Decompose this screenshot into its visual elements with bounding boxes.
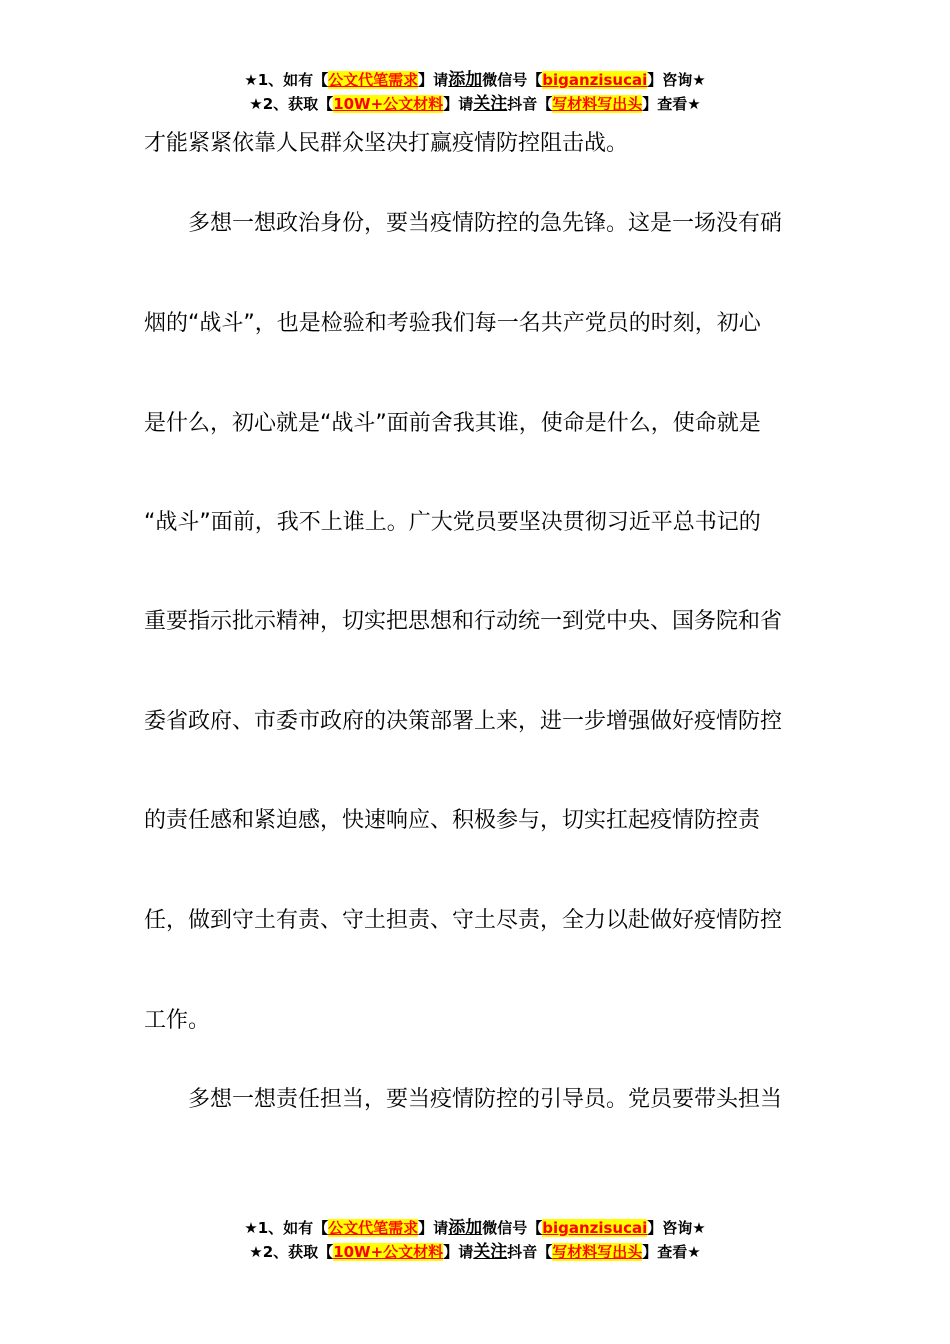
header-line-2 — [0, 92, 950, 116]
footer-line-2-text: 】请 — [443, 1243, 474, 1261]
footer-line-1 — [0, 1216, 950, 1240]
footer-line-1-text: 】请 — [418, 1219, 449, 1237]
body-line-1: 才能紧紧依靠人民群众坚决打赢疫情防控阻击战。 — [144, 131, 629, 156]
footer-line-2-text-2: 抖音【 — [507, 1243, 553, 1261]
footer-line-2-prefix: ★2、获取【 — [249, 1243, 334, 1261]
body-line-4: 是什么，初心就是“战斗”面前舍我其谁，使命是什么，使命就是 — [144, 411, 761, 436]
header-line-1-emphasis: 添加 — [448, 70, 483, 90]
body-line-6: 重要指示批示精神，切实把思想和行动统一到党中央、国务院和省 — [144, 609, 783, 634]
header-line-2-highlight-materials: 10W+公文材料 — [333, 95, 444, 113]
body-line-3: 烟的“战斗”，也是检验和考验我们每一名共产党员的时刻，初心 — [144, 311, 761, 336]
header-banner — [0, 68, 950, 116]
body-line-8: 的责任感和紧迫感，快速响应、积极参与，切实扛起疫情防控责 — [144, 808, 761, 833]
header-line-1-suffix: 】咨询★ — [647, 71, 706, 89]
footer-line-1-prefix: ★1、如有【 — [244, 1219, 329, 1237]
footer-line-2-emphasis: 关注 — [473, 1242, 508, 1262]
footer-line-2-suffix: 】查看★ — [642, 1243, 701, 1261]
header-line-2-prefix: ★2、获取【 — [249, 95, 334, 113]
header-line-2-douyin-account: 写材料写出头 — [552, 95, 643, 113]
footer-line-1-highlight-service: 公文代笔需求 — [328, 1219, 419, 1237]
header-line-1-wechat-id: biganzisucai — [542, 71, 648, 89]
header-line-1-prefix: ★1、如有【 — [244, 71, 329, 89]
body-line-7: 委省政府、市委市政府的决策部署上来，进一步增强做好疫情防控 — [144, 709, 783, 734]
header-line-2-suffix: 】查看★ — [642, 95, 701, 113]
header-line-2-text-2: 抖音【 — [507, 95, 553, 113]
footer-line-2 — [0, 1240, 950, 1264]
header-line-1-text-2: 微信号【 — [482, 71, 543, 89]
footer-line-1-emphasis: 添加 — [448, 1218, 483, 1238]
body-line-2: 多想一想政治身份，要当疫情防控的急先锋。这是一场没有硝 — [144, 211, 783, 236]
body-line-5: “战斗”面前，我不上谁上。广大党员要坚决贯彻习近平总书记的 — [144, 510, 761, 535]
body-line-11: 多想一想责任担当，要当疫情防控的引导员。党员要带头担当 — [144, 1087, 783, 1112]
body-line-10: 工作。 — [144, 1008, 211, 1033]
footer-line-1-suffix: 】咨询★ — [647, 1219, 706, 1237]
body-line-9: 任，做到守土有责、守土担责、守土尽责，全力以赴做好疫情防控 — [144, 908, 783, 933]
footer-line-1-text-2: 微信号【 — [482, 1219, 543, 1237]
footer-line-2-douyin-account: 写材料写出头 — [552, 1243, 643, 1261]
footer-line-2-highlight-materials: 10W+公文材料 — [333, 1243, 444, 1261]
header-line-1 — [0, 68, 950, 92]
header-line-1-highlight-service: 公文代笔需求 — [328, 71, 419, 89]
header-line-2-text: 】请 — [443, 95, 474, 113]
header-line-1-text: 】请 — [418, 71, 449, 89]
header-line-2-emphasis: 关注 — [473, 94, 508, 114]
footer-line-1-wechat-id: biganzisucai — [542, 1219, 648, 1237]
footer-banner — [0, 1216, 950, 1264]
